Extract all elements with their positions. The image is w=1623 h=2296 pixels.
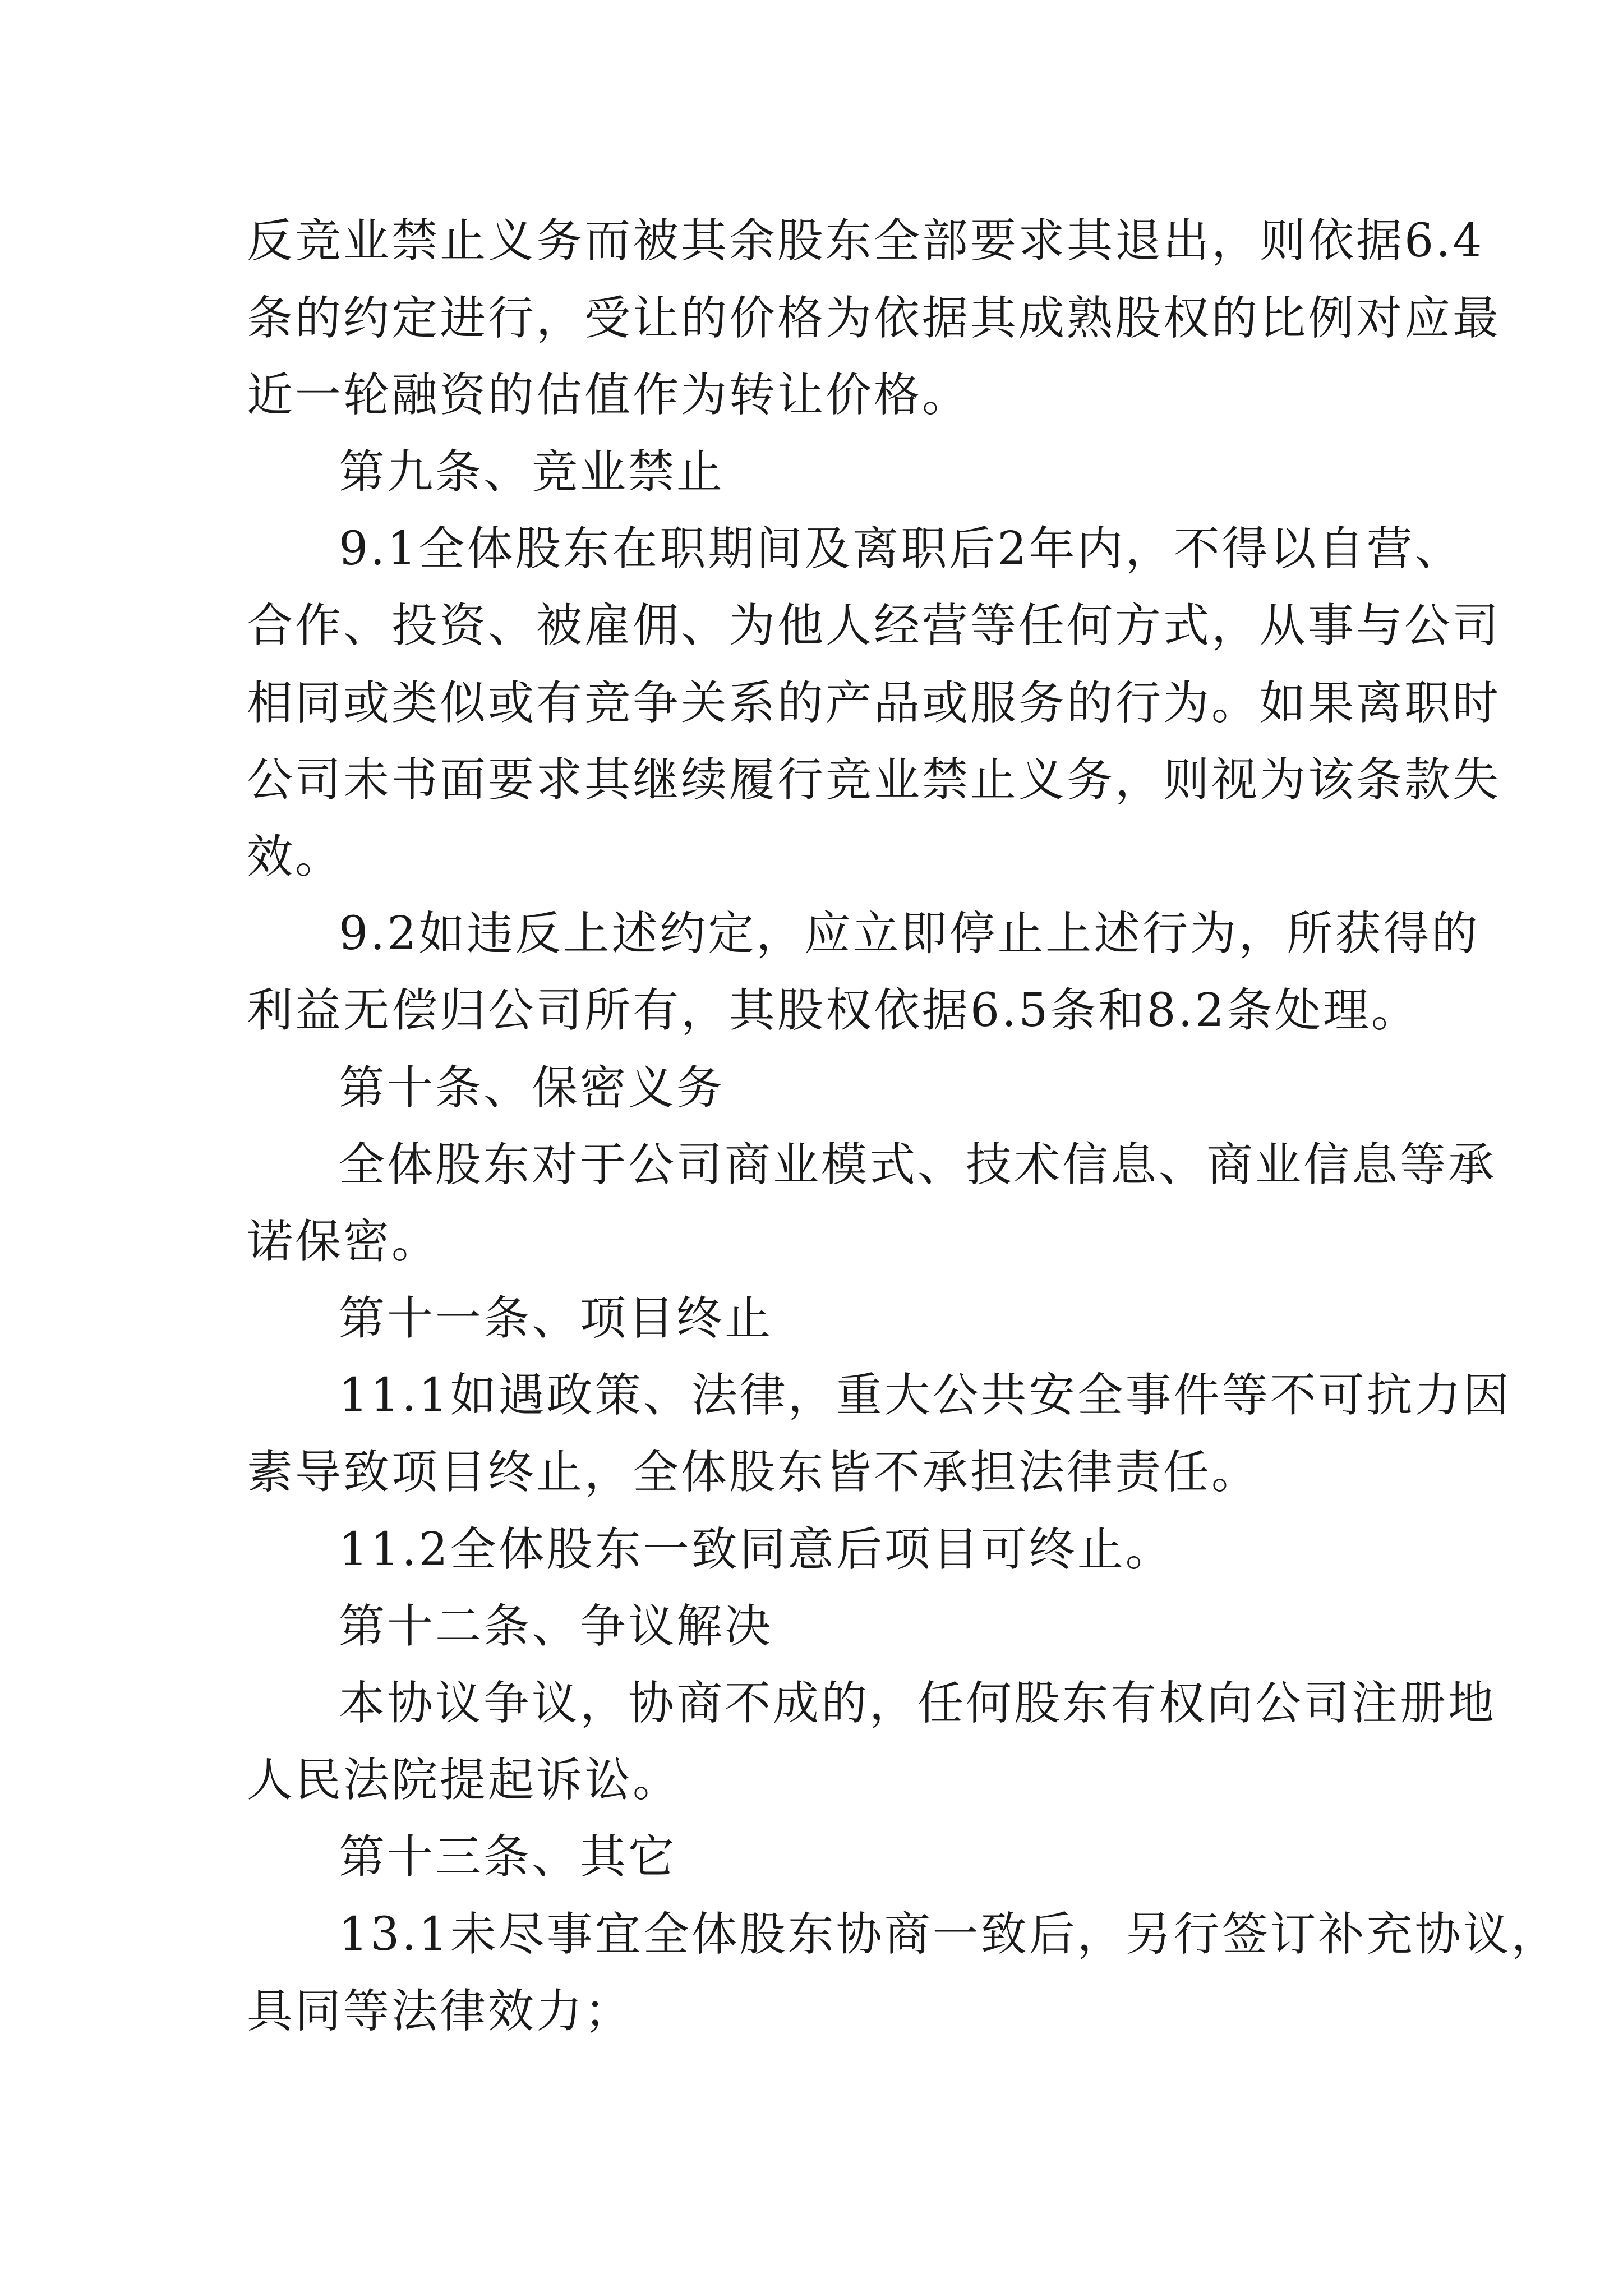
clause-11-1-line-2: 素导致项目终止，全体股东皆不承担法律责任。 <box>247 1446 1260 1499</box>
clause-9-1-line-1: 9.1全体股东在职期间及离职后2年内，不得以自营、 <box>339 522 1463 576</box>
article-10-line-1: 全体股东对于公司商业模式、技术信息、商业信息等承 <box>339 1138 1497 1191</box>
article-9-heading: 第九条、竞业禁止 <box>339 445 725 499</box>
text-line-continuation-3: 近一轮融资的估值作为转让价格。 <box>247 369 971 422</box>
article-12-line-1: 本协议争议，协商不成的，任何股东有权向公司注册地 <box>339 1677 1497 1730</box>
article-10-line-2: 诺保密。 <box>247 1215 440 1268</box>
clause-9-1-line-4: 公司未书面要求其继续履行竞业禁止义务，则视为该条款失 <box>247 753 1501 807</box>
clause-11-2-line-1: 11.2全体股东一致同意后项目可终止。 <box>339 1523 1174 1576</box>
clause-9-1-line-2: 合作、投资、被雇佣、为他人经营等任何方式，从事与公司 <box>247 599 1501 652</box>
clause-9-1-line-3: 相同或类似或有竞争关系的产品或服务的行为。如果离职时 <box>247 677 1501 730</box>
clause-9-2-line-2: 利益无偿归公司所有，其股权依据6.5条和8.2条处理。 <box>247 984 1419 1037</box>
clause-11-1-line-1: 11.1如遇政策、法律，重大公共安全事件等不可抗力因 <box>339 1369 1511 1422</box>
article-12-line-2: 人民法院提起诉讼。 <box>247 1754 681 1807</box>
text-line-continuation-2: 条的约定进行，受让的价格为依据其成熟股权的比例对应最 <box>247 292 1501 345</box>
article-13-heading: 第十三条、其它 <box>339 1830 677 1884</box>
article-11-heading: 第十一条、项目终止 <box>339 1292 773 1345</box>
clause-13-1-line-1: 13.1未尽事宜全体股东协商一致后，另行签订补充协议， <box>339 1908 1560 1961</box>
clause-9-2-line-1: 9.2如违反上述约定，应立即停止上述行为，所获得的 <box>339 907 1480 960</box>
article-10-heading: 第十条、保密义务 <box>339 1061 725 1115</box>
clause-9-1-line-5: 效。 <box>247 830 344 884</box>
clause-13-1-line-2: 具同等法律效力； <box>247 1985 633 2038</box>
text-line-continuation-1: 反竞业禁止义务而被其余股东全部要求其退出，则依据6.4 <box>247 214 1484 268</box>
article-12-heading: 第十二条、争议解决 <box>339 1600 773 1653</box>
